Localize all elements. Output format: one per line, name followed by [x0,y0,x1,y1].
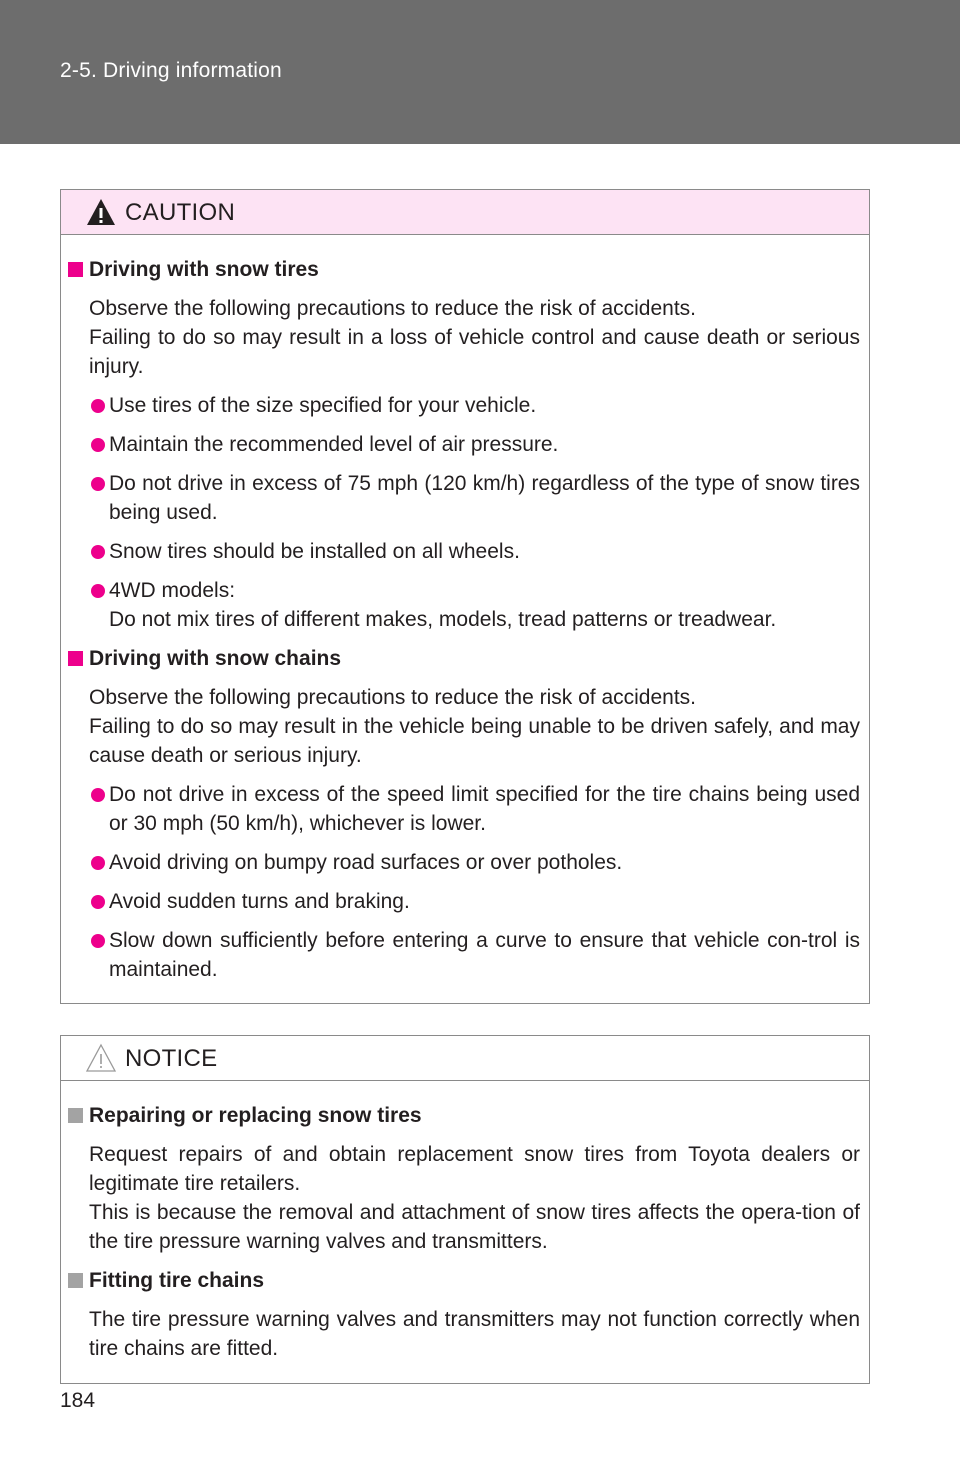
list-item: Maintain the recommended level of air pressure. [81,430,860,459]
caution-section-title: Driving with snow chains [81,644,860,673]
circle-bullet-icon [91,477,105,491]
caution-body [61,235,869,984]
list-item: Slow down sufficiently before entering a curve to ensure that vehicle con-trol is maintained. [81,926,860,984]
square-bullet-icon [68,262,83,277]
notice-paragraph: The tire pressure warning valves and transmitters may not function correctly when tire chains are fitted. [89,1308,860,1360]
list-item: Do not drive in excess of the speed limit specified for the tire chains being used or 30 mph (50 km/h), whichever is lower. [81,780,860,838]
list-item: Avoid sudden turns and braking. [81,887,860,916]
square-bullet-icon [68,1108,83,1123]
notice-header [61,1036,869,1081]
circle-bullet-icon [91,438,105,452]
notice-paragraph: Request repairs of and obtain replacement snow tires from Toyota dealers or legitimate tire retailers. This is because the removal and attachment of snow tires affects the opera-tion of the tire pressure warning valves and transmitters. [89,1143,860,1253]
list-item: Avoid driving on bumpy road surfaces or over potholes. [81,848,860,877]
caution-paragraph: Observe the following precautions to reduce the risk of accidents. Failing to do so may result in the vehicle being unable to be driven safely, and may cause death or serious injury. [89,686,860,767]
caution-section-title: Driving with snow tires [81,255,860,284]
circle-bullet-icon [91,584,105,598]
circle-bullet-icon [91,895,105,909]
page-header [0,0,960,144]
warning-triangle-icon [85,197,117,227]
notice-body [61,1081,869,1363]
caution-paragraph: Observe the following precautions to reduce the risk of accidents. Failing to do so may result in a loss of vehicle control and cause death or serious injury. [89,297,860,378]
notice-label: NOTICE [125,1045,218,1072]
warning-triangle-outline-icon [85,1043,117,1073]
circle-bullet-icon [91,545,105,559]
circle-bullet-icon [91,934,105,948]
square-bullet-icon [68,651,83,666]
list-item: Do not drive in excess of 75 mph (120 km/h) regardless of the type of snow tires being used. [81,469,860,527]
square-bullet-icon [68,1273,83,1288]
notice-box [60,1035,870,1384]
circle-bullet-icon [91,788,105,802]
caution-box [60,189,870,1004]
circle-bullet-icon [91,399,105,413]
section-title: 2-5. Driving information [60,59,282,82]
list-item: Use tires of the size specified for your vehicle. [81,391,860,420]
caution-header [61,190,869,235]
list-item: Snow tires should be installed on all wheels. [81,537,860,566]
circle-bullet-icon [91,856,105,870]
list-item: 4WD models: Do not mix tires of different makes, models, tread patterns or treadwear. [81,576,860,634]
notice-section-title: Repairing or replacing snow tires [81,1101,860,1130]
notice-section-title: Fitting tire chains [81,1266,860,1295]
page-number: 184 [60,1389,96,1412]
caution-label: CAUTION [125,199,236,226]
